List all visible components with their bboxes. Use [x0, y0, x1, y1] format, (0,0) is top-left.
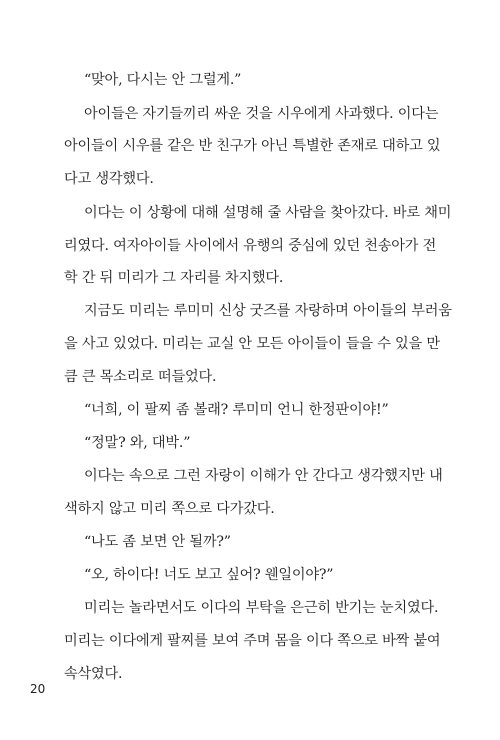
text-line: 이다는 이 상황에 대해 설명해 줄 사람을 찾아갔다. 바로 채미 [84, 205, 452, 221]
text-line: “정말? 와, 대박.” [84, 435, 191, 451]
text-line: 아이들이 시우를 같은 반 친구가 아닌 특별한 존재로 대하고 있 [64, 138, 441, 154]
text-line: 아이들은 자기들끼리 싸운 것을 시우에게 사과했다. 이다는 [84, 106, 439, 122]
text-line: “맞아, 다시는 안 그럴게.” [84, 72, 242, 88]
text-line: 이다는 속으로 그런 자랑이 이해가 안 간다고 생각했지만 내 [84, 468, 443, 484]
text-line: 미리는 놀라면서도 이다의 부탁을 은근히 반기는 눈치였다. [84, 600, 439, 616]
text-line: 큼 큰 목소리로 떠들었다. [64, 369, 217, 385]
text-line: 속삭였다. [64, 666, 123, 682]
text-line: “오, 하이다! 너도 보고 싶어? 웬일이야?” [84, 567, 334, 583]
text-line: 미리는 이다에게 팔찌를 보여 주며 몸을 이다 쪽으로 바짝 붙여 [64, 633, 441, 649]
text-line: 다고 생각했다. [64, 171, 154, 187]
text-line: 색하지 않고 미리 쪽으로 다가갔다. [64, 501, 275, 517]
page-number: 20 [30, 682, 46, 696]
text-line: “나도 좀 보면 안 될까?” [84, 534, 231, 550]
text-line: 지금도 미리는 루미미 신상 굿즈를 자랑하며 아이들의 부러움 [84, 303, 452, 319]
text-line: 을 사고 있었다. 미리는 교실 안 모든 아이들이 들을 수 있을 만 [64, 336, 440, 352]
text-line: 학 간 뒤 미리가 그 자리를 차지했다. [64, 270, 284, 286]
text-line: 리였다. 여자아이들 사이에서 유행의 중심에 있던 천송아가 전 [64, 238, 437, 254]
text-line: “너희, 이 팔찌 좀 볼래? 루미미 언니 한정판이야!” [84, 402, 389, 418]
